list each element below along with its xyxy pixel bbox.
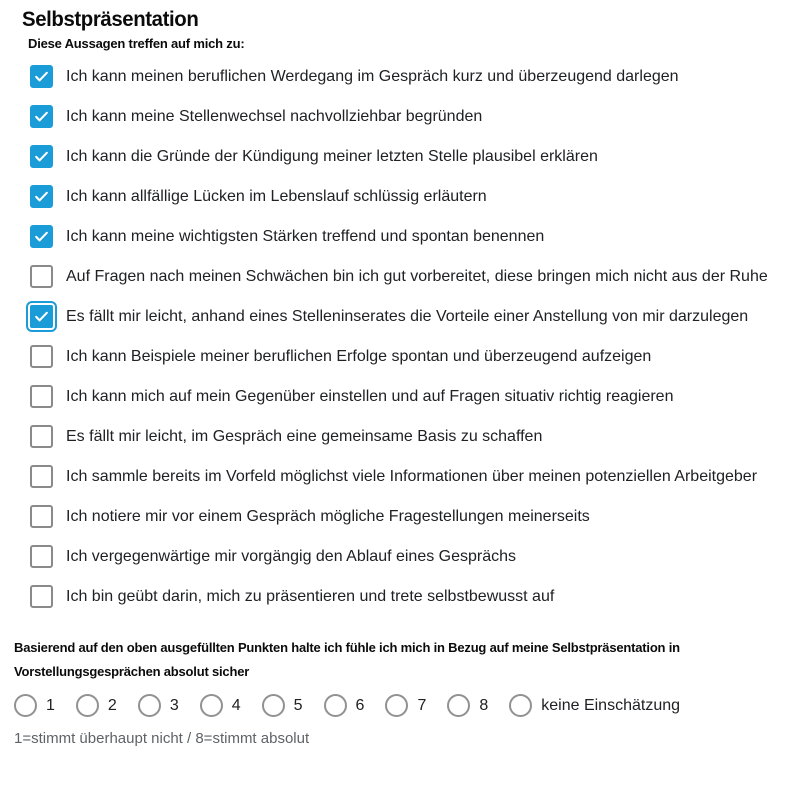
- checkbox[interactable]: [30, 105, 53, 128]
- checkmark-icon: [33, 108, 50, 125]
- checklist-item: [30, 384, 789, 410]
- checkbox[interactable]: [30, 465, 53, 488]
- checkmark-icon: [33, 188, 50, 205]
- checklist-item: [30, 504, 789, 530]
- rating-option: [447, 694, 488, 717]
- checklist-item: [30, 104, 789, 130]
- checkbox[interactable]: [30, 65, 53, 88]
- checkmark-icon: [33, 228, 50, 245]
- checkbox-label: Ich kann die Gründe der Kündigung meiner letzten Stelle plausibel erklären: [66, 148, 598, 165]
- rating-legend: 1=stimmt überhaupt nicht / 8=stimmt absolut: [14, 730, 310, 747]
- checkbox-label: Ich kann Beispiele meiner beruflichen Erfolge spontan und überzeugend aufzeigen: [66, 348, 652, 365]
- radio-button[interactable]: [324, 694, 347, 717]
- rating-option: [262, 694, 303, 717]
- checkbox-label: Ich kann meinen beruflichen Werdegang im Gespräch kurz und überzeugend darlegen: [66, 68, 679, 85]
- checkbox-label: Ich kann meine Stellenwechsel nachvollziehbar begründen: [66, 108, 483, 125]
- rating-option: [385, 694, 426, 717]
- checklist-item: [30, 64, 789, 90]
- radio-option-label: keine Einschätzung: [541, 696, 681, 714]
- checkbox-label: Ich kann mich auf mein Gegenüber einstellen und auf Fragen situativ richtig reagieren: [66, 388, 674, 405]
- radio-button[interactable]: [447, 694, 470, 717]
- checkbox[interactable]: [30, 145, 53, 168]
- checklist-item: [30, 344, 789, 370]
- radio-option-label: 1: [46, 696, 55, 714]
- radio-button[interactable]: [200, 694, 223, 717]
- checkbox[interactable]: [30, 345, 53, 368]
- checkbox-label: Ich kann allfällige Lücken im Lebenslauf schlüssig erläutern: [66, 188, 487, 205]
- rating-section: [14, 636, 789, 747]
- radio-option-label: 3: [169, 696, 179, 714]
- checkbox[interactable]: [30, 265, 53, 288]
- checkbox-label: Ich kann meine wichtigsten Stärken treffend und spontan benennen: [66, 228, 545, 245]
- checkbox[interactable]: [30, 505, 53, 528]
- checklist-item: [30, 544, 789, 570]
- checkmark-icon: [33, 308, 50, 325]
- radio-button[interactable]: [262, 694, 285, 717]
- radio-button[interactable]: [14, 694, 37, 717]
- checkbox[interactable]: [30, 545, 53, 568]
- checkbox-label: Auf Fragen nach meinen Schwächen bin ich gut vorbereitet, diese bringen mich nicht aus der Ruhe: [66, 268, 768, 285]
- radio-button[interactable]: [385, 694, 408, 717]
- checklist-item: [30, 424, 789, 450]
- radio-option-label: 4: [231, 696, 241, 714]
- checkbox-label: Ich vergegenwärtige mir vorgängig den Ablauf eines Gesprächs: [66, 548, 517, 565]
- rating-option: [76, 694, 117, 717]
- radio-button[interactable]: [509, 694, 532, 717]
- checklist-item: [30, 264, 789, 290]
- radio-option-label: 7: [417, 696, 427, 714]
- radio-option-label: 5: [293, 696, 303, 714]
- radio-option-label: 8: [479, 696, 489, 714]
- rating-option: [509, 694, 680, 717]
- checkbox-label: Ich notiere mir vor einem Gespräch mögliche Fragestellungen meinerseits: [66, 508, 590, 525]
- checkbox-label: Ich sammle bereits im Vorfeld möglichst viele Informationen über meinen potenziellen Arbeitgeber: [66, 468, 758, 485]
- rating-option: [14, 694, 55, 717]
- radio-option-label: 2: [107, 696, 117, 714]
- rating-option: [200, 694, 241, 717]
- checklist-item: [30, 184, 789, 210]
- page-title: Selbstpräsentation: [22, 8, 199, 31]
- rating-option: [324, 694, 365, 717]
- checklist-instruction: Diese Aussagen treffen auf mich zu:: [28, 36, 245, 51]
- checkbox[interactable]: [30, 425, 53, 448]
- rating-option: [138, 694, 179, 717]
- checklist-item: [30, 304, 789, 330]
- radio-option-label: 6: [355, 696, 365, 714]
- checkbox[interactable]: [30, 305, 53, 328]
- rating-scale: [14, 694, 789, 717]
- rating-question: Basierend auf den oben ausgefüllten Punkten halte ich fühle ich mich in Bezug auf meine Selbstpräsentation in Vorstellungsgesprächen absolut sicher: [14, 640, 680, 679]
- checklist-item: [30, 464, 789, 490]
- checkbox[interactable]: [30, 585, 53, 608]
- checkbox-label: Es fällt mir leicht, im Gespräch eine gemeinsame Basis zu schaffen: [66, 428, 543, 445]
- checkbox[interactable]: [30, 185, 53, 208]
- checklist: [30, 64, 789, 610]
- checkbox[interactable]: [30, 385, 53, 408]
- checkmark-icon: [33, 148, 50, 165]
- checkbox-label: Ich bin geübt darin, mich zu präsentieren und trete selbstbewusst auf: [66, 588, 555, 605]
- radio-button[interactable]: [138, 694, 161, 717]
- checkbox-label: Es fällt mir leicht, anhand eines Stelleninserates die Vorteile einer Anstellung von mir darzulegen: [66, 308, 749, 325]
- checklist-item: [30, 584, 789, 610]
- checkmark-icon: [33, 68, 50, 85]
- radio-button[interactable]: [76, 694, 99, 717]
- checkbox[interactable]: [30, 225, 53, 248]
- checklist-item: [30, 224, 789, 250]
- checklist-item: [30, 144, 789, 170]
